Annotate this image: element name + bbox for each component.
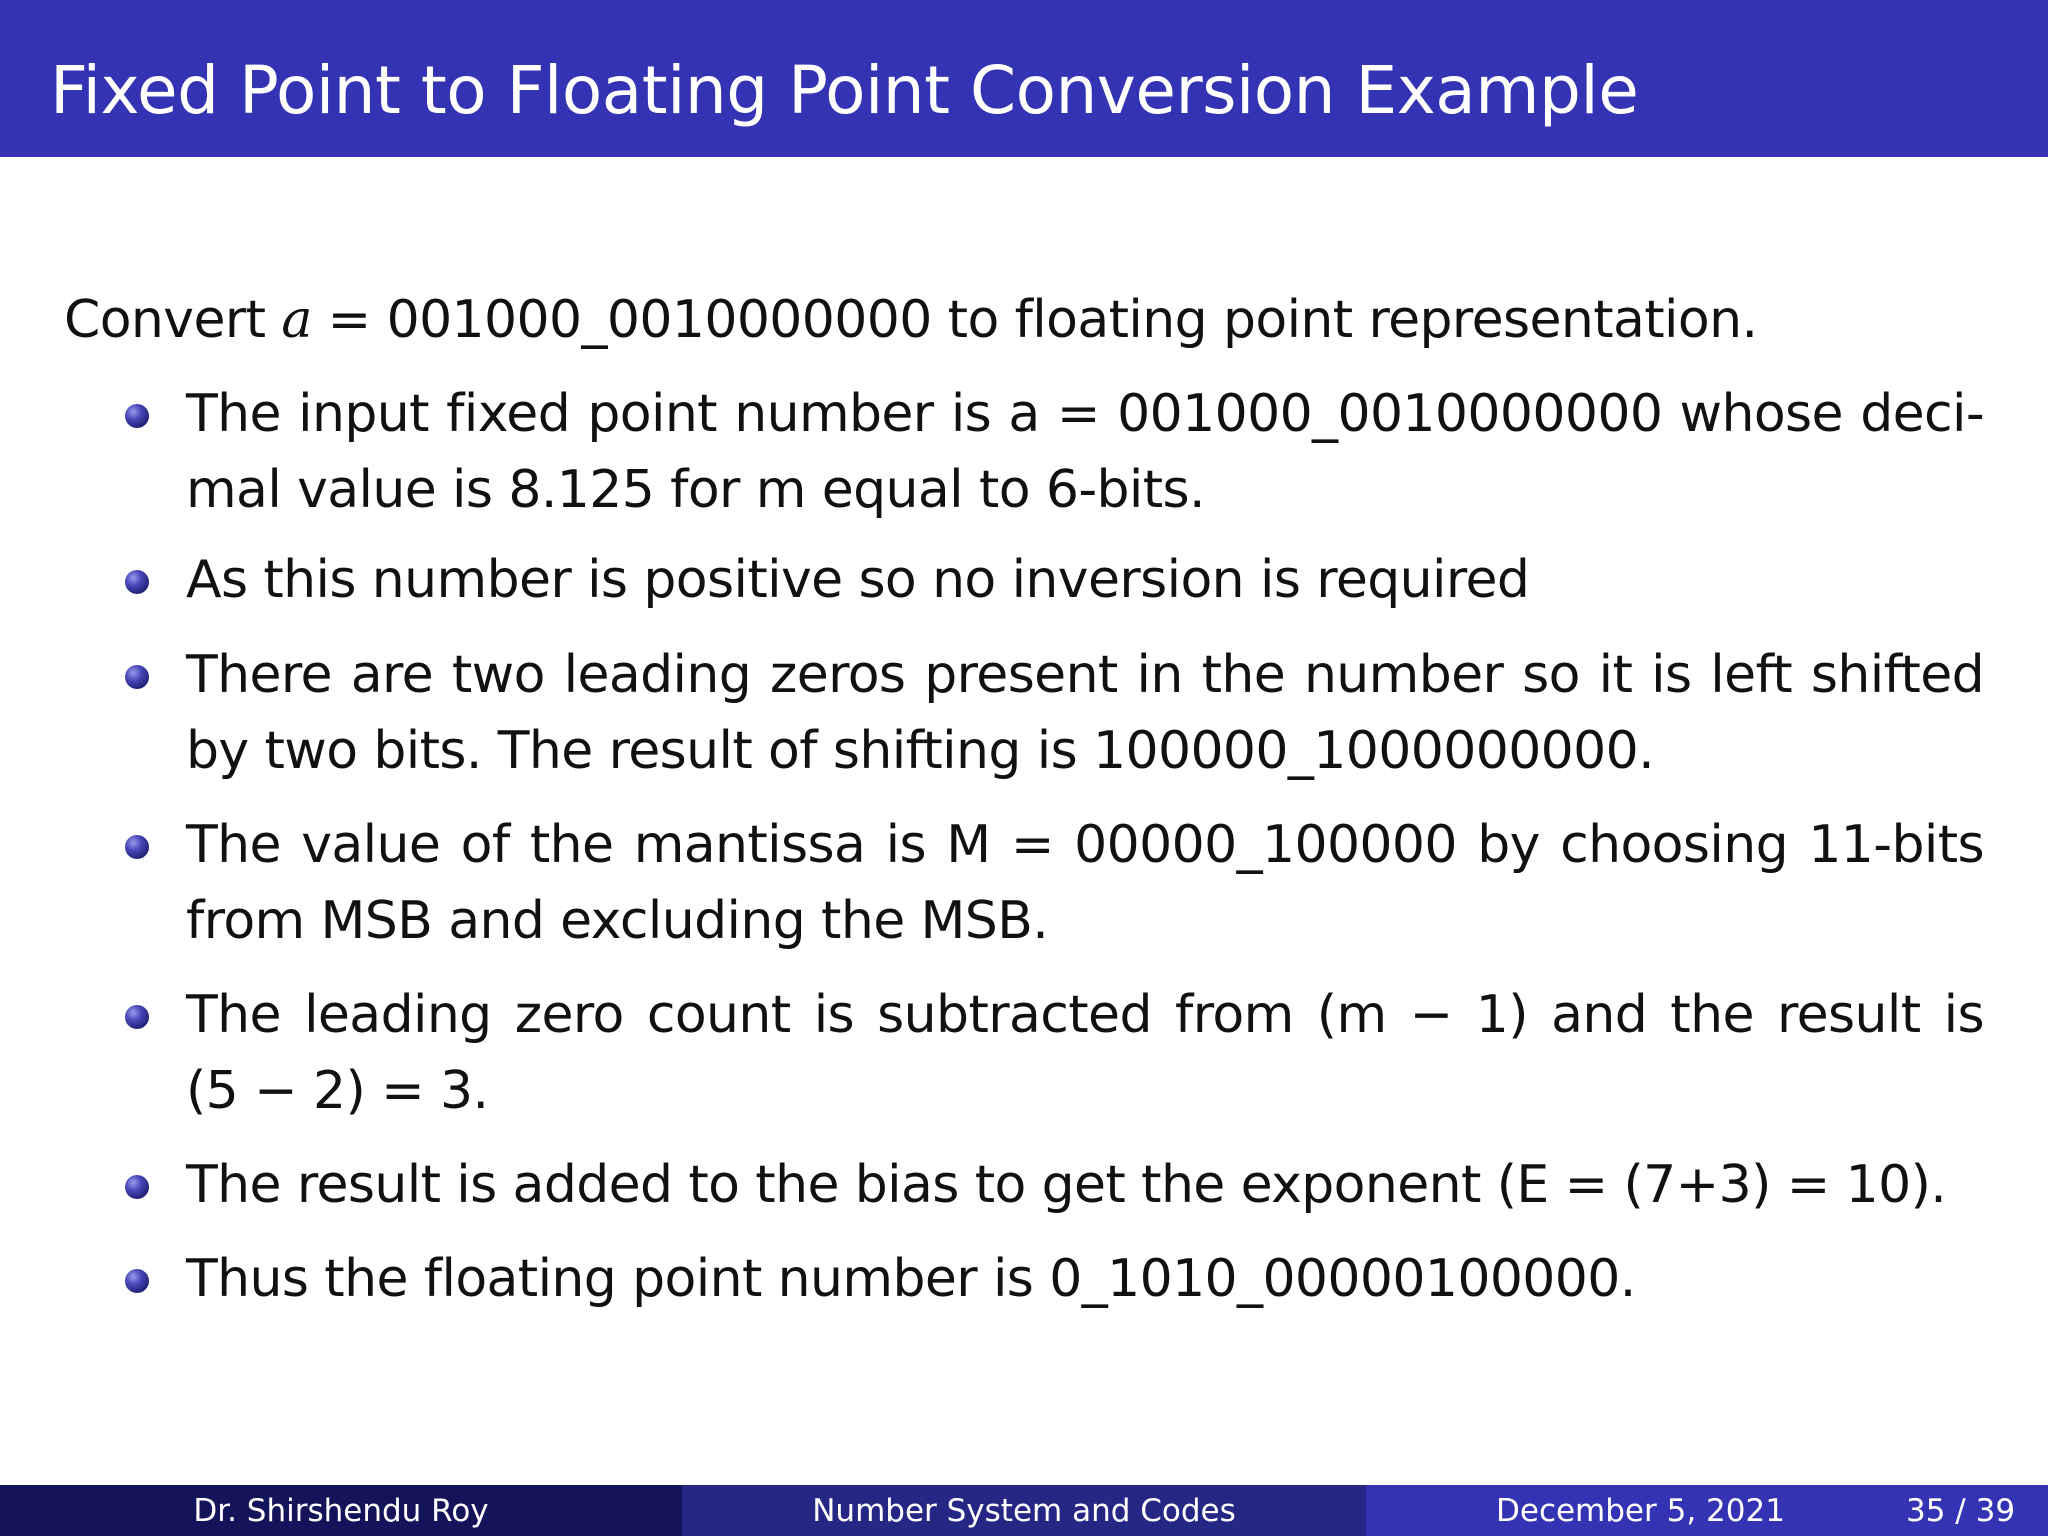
bullet-line: The value of the mantissa is M = 00000_100000 by choosing 11-bits [186,815,1984,875]
footer-author-section [0,1485,682,1536]
intro-suffix: = 001000_0010000000 to floating point representation. [311,290,1758,350]
footer-date-section [1366,1485,2048,1536]
footer-course-section [682,1485,1366,1536]
bullet-line: (5 − 2) = 3. [186,1061,489,1121]
bullet-dot-icon [125,404,149,428]
intro-prefix: Convert [64,290,282,350]
bullet-dot-icon [125,1175,149,1199]
footer-course: Number System and Codes [812,1492,1236,1529]
intro-variable: a [281,290,312,350]
footer-page-number: 35 / 39 [1906,1492,2016,1529]
bullet-line: The input fixed point number is a = 001000_0010000000 whose deci- [186,384,1984,444]
bullet-dot-icon [125,1269,149,1293]
bullet-line: Thus the floating point number is 0_1010_00000100000. [186,1249,1636,1309]
bullet-dot-icon [125,570,149,594]
bullet-line: As this number is positive so no inversion is required [186,550,1530,610]
footer-date: December 5, 2021 [1496,1492,1785,1529]
footer-author: Dr. Shirshendu Roy [193,1492,489,1529]
intro-text [64,282,1757,358]
bullet-line: There are two leading zeros present in the number so it is left shifted [186,645,1984,705]
footer-bar [0,1485,2048,1536]
bullet-dot-icon [125,835,149,859]
bullet-line: mal value is 8.125 for m equal to 6-bits. [186,460,1205,520]
bullet-line: by two bits. The result of shifting is 100000_1000000000. [186,721,1655,781]
bullet-line: The leading zero count is subtracted from (m − 1) and the result is [186,985,1984,1045]
bullet-line: from MSB and excluding the MSB. [186,891,1049,951]
slide-title: Fixed Point to Floating Point Conversion Example [50,52,1639,129]
bullet-line: The result is added to the bias to get the exponent (E = (7+3) = 10). [186,1155,1947,1215]
bullet-dot-icon [125,665,149,689]
bullet-dot-icon [125,1005,149,1029]
